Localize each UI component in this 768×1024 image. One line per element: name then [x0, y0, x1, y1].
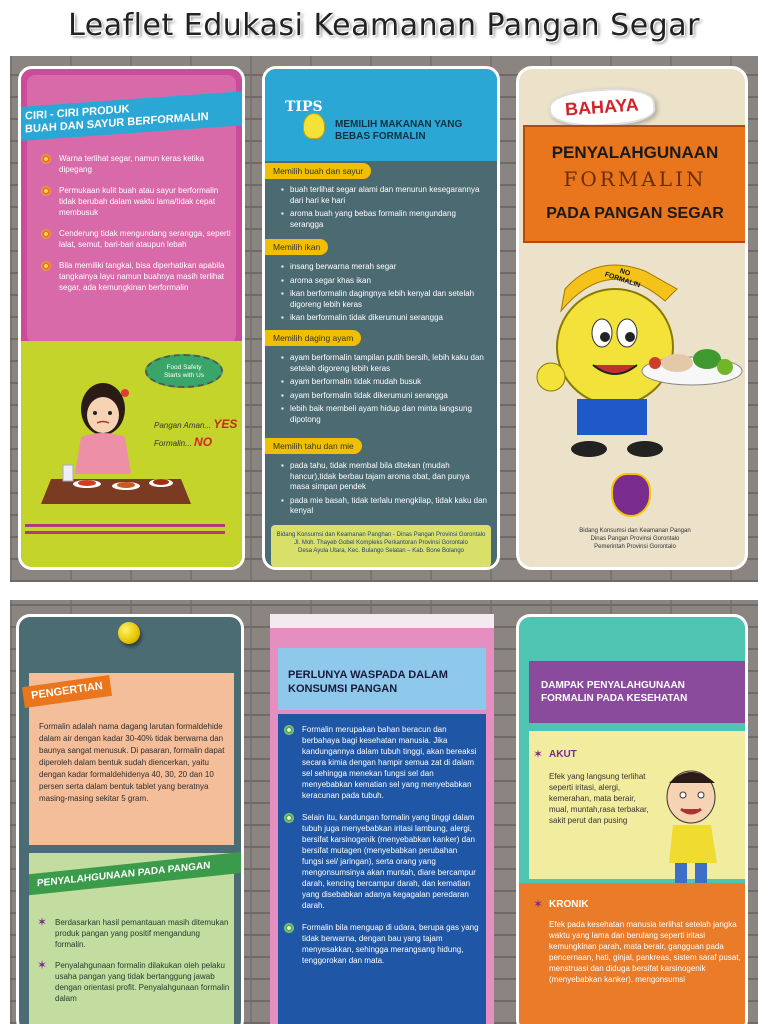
- bahaya-badge: BAHAYA: [548, 85, 656, 129]
- tips-header-bg: [265, 69, 500, 161]
- bullet-icon: [41, 154, 51, 164]
- list-ikan: [281, 262, 491, 327]
- list-item: ▪ ayam berformalin tidak mudah busuk: [281, 377, 491, 388]
- list-item: Permukaan kulit buah atau sayur berformalin tidak berubah dalam waktu lama/tidak cepat membusuk: [41, 185, 231, 218]
- waspada-list: [284, 724, 480, 976]
- subheader-ikan: Memilih ikan: [265, 239, 328, 255]
- formalin-no-line: Formalin... NO: [154, 435, 213, 449]
- pengertian-text: Formalin adalah nama dagang larutan formaldehide dalam air dengan kadar 30-40% tidak berwarna dan baunya sangat menusuk. Di pasaran, formalin dapat diperoleh dalam bentuk sudah diencerkan, yaitu dengan kadar formaldehidenya 40, 30, 20 dan 10 persen serta dalam bentuk tablet yang beratnya masing-masing sekitar 5 gram.: [39, 722, 225, 803]
- ciri-list: [41, 153, 231, 303]
- list-tahu: [281, 461, 491, 520]
- lightbulb-icon: [303, 113, 325, 139]
- bullet-icon: [41, 186, 51, 196]
- provincial-emblem: [611, 473, 651, 517]
- cover-line2: FORMALIN: [563, 167, 707, 191]
- bullet-icon: [41, 229, 51, 239]
- panel-cover: [516, 66, 748, 570]
- akut-text: Efek yang langsung terlihat seperti iritasi, alergi, kemerahan, mata berair, mual, muntah,rasa terbakar, sakit perut dan pusing: [549, 772, 649, 825]
- star-icon: ✶: [533, 897, 544, 911]
- food-safety-bubble: Food Safety Starts with Us: [145, 354, 223, 388]
- cover-footer: Bidang Konsumsi dan Keamanan Pangan Dinas Pangan Provinsi Gorontalo Pemerintah Provinsi Gorontalo: [579, 528, 691, 550]
- list-item: ▪ aroma segar khas ikan: [281, 276, 491, 287]
- subheader-ayam: Memilih daging ayam: [265, 330, 361, 346]
- bullet-icon: [284, 813, 294, 823]
- panel-ciri-ciri: [18, 66, 245, 570]
- list-item: ▪ ayam berformalin tidak dikerumuni serangga: [281, 391, 491, 402]
- cap-label: NO FORMALIN: [603, 267, 642, 290]
- list-buah: [281, 185, 491, 233]
- panel-waspada: [270, 614, 494, 1024]
- dampak-header: DAMPAK PENYALAHGUNAAN FORMALIN PADA KESEHATAN: [541, 680, 688, 704]
- list-item: ▪ ikan berformalin dagingnya lebih kenyal dan setelah digoreng lebih keras: [281, 289, 491, 310]
- list-item: Formalin merupakan bahan beracun dan berbahaya bagi kesehatan manusia. Jika kandungannya dalam tubuh tinggi, akan bereaksi secara kimia dengan hampir semua zat di dalam sel sehingga menekan fungsi sel dan menyebabkan kematian sel yang menyebabkan keracunan pada tubuh.: [284, 724, 480, 801]
- list-item: ▪ insang berwarna merah segar: [281, 262, 491, 273]
- list-item: Formalin bila menguap di udara, berupa gas yang tidak berwarna, dengan bau yang tajam menyesakkan, sehingga merangsang hidung, tenggorokan dan mata.: [284, 922, 480, 966]
- list-item: Selain itu, kandungan formalin yang tinggi dalam tubuh juga menyebabkan iritasi lambung, alergi, bersifat karsinogenik (menyebabkan kanker) dan bersifat mutagen (menyebabkan perubahan fungsi sel/ jaringan), serta orang yang mengonsumsinya akan muntah, diare bercampur darah, kencing bercampur darah, dan kematian yang disebabkan adanya kegagalan peredaran darah.: [284, 812, 480, 911]
- list-item: Cenderung tidak mengundang serangga, seperti lalat, semut, bari-bari ataupun lebah: [41, 228, 231, 250]
- ciri-ribbon: CIRI - CIRI PRODUK BUAH DAN SAYUR BERFORMALIN: [18, 91, 245, 141]
- pangan-aman-line: Pangan Aman... YES: [154, 417, 238, 431]
- akut-title: AKUT: [549, 749, 577, 760]
- tips-header: MEMILIH MAKANAN YANG BEBAS FORMALIN: [335, 119, 463, 142]
- list-item: ▪ ikan berformalin tidak dikerumuni serangga: [281, 313, 491, 324]
- kronik-title: KRONIK: [549, 899, 589, 910]
- list-item: ▪ ayam berformalin tampilan putih bersih, lebih kaku dan setelah digoreng lebih keras: [281, 353, 491, 374]
- penyalahgunaan-list: [37, 917, 232, 1014]
- bullet-icon: [284, 923, 294, 933]
- bullet-icon: [284, 725, 294, 735]
- tips-label: TIPS: [285, 99, 323, 115]
- list-ayam: [281, 353, 491, 428]
- waspada-header: PERLUNYA WASPADA DALAM KONSUMSI PANGAN: [288, 669, 448, 695]
- list-item: ✶ Berdasarkan hasil pemantauan masih ditemukan produk pangan yang positif mengandung formalin.: [37, 915, 229, 949]
- divider: [25, 524, 225, 527]
- panel-tips: [262, 66, 500, 570]
- list-item: ▪ lebih baik membeli ayam hidup dan minta langsung dipotong: [281, 404, 491, 425]
- penyalahgunaan-ribbon: PENYALAHGUNAAN PADA PANGAN: [29, 852, 243, 895]
- bullet-icon: [41, 261, 51, 271]
- tips-footer: Bidang Konsumsi dan Keamanan Panghan - Dinas Pangan Provinsi Gorontalo Jl. Moh. Thayeb Gobel Kompleks Perkantoran Provinsi Gorontalo Desa Ayula Utara, Kec. Bulango Selatan – Kab. Bone Bolango: [276, 532, 486, 554]
- star-icon: ✶: [533, 747, 544, 761]
- list-item: ▪ buah terlihat segar alami dan menurun kesegarannya dari hari ke hari: [281, 185, 491, 206]
- list-item: Bila memiliki tangkai, bisa diperhatikan apabila tangkainya layu namun buahnya masih terlihat segar, ada kemungkinan berformalin: [41, 260, 231, 293]
- tape-strip: [270, 614, 494, 628]
- list-item: ▪ pada tahu, tidak membal bila ditekan (mudah hancur),tidak berbau tajam aroma obat, dan punya masa simpan pendek: [281, 461, 491, 493]
- pengertian-ribbon: PENGERTIAN: [22, 675, 112, 708]
- pushpin-icon: [118, 622, 140, 644]
- list-item: ▪ pada mie basah, tidak terlalu mengkilap, tidak kaku dan kenyal: [281, 496, 491, 517]
- star-icon: ✶: [37, 915, 48, 929]
- star-icon: ✶: [37, 958, 48, 972]
- divider: [25, 531, 225, 534]
- subheader-tahu: Memilih tahu dan mie: [265, 438, 362, 454]
- panel-dampak: [516, 614, 748, 1024]
- panel-pengertian: [16, 614, 244, 1024]
- page-title: Leaflet Edukasi Keamanan Pangan Segar: [68, 8, 700, 43]
- list-item: ▪ aroma buah yang bebas formalin mengundang serangga: [281, 209, 491, 230]
- list-item: ✶ Penyalahgunaan formalin dilakukan oleh pelaku usaha pangan yang tidak bertanggung jawab dengan orientasi profit. Penyalahgunaan formalin dalam: [37, 958, 230, 1003]
- subheader-buah: Memilih buah dan sayur: [265, 163, 371, 179]
- list-item: Warna terlihat segar, namun keras ketika dipegang: [41, 153, 231, 175]
- cover-line1: PENYALAHGUNAAN: [551, 143, 719, 162]
- cover-line3: PADA PANGAN SEGAR: [546, 205, 724, 222]
- kronik-text: Efek pada kesehatan manusia terlihat setelah jangka waktu yang lama dan berulang seperti iritasi kemungkinan parah, mata berair, gangguan pada pencernaan, hati, ginjal, pankreas, sistem saraf pusat, menstruasi dan diduga bersifat karsinogenik (menyebabkan kanker). mengonsumsi: [549, 920, 741, 984]
- sick-man-illustration: [647, 767, 743, 893]
